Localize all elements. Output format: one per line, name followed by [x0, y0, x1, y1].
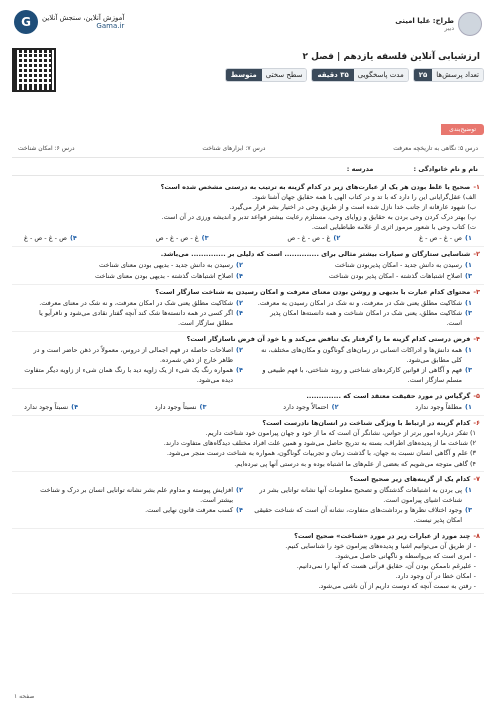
options-group — [16, 259, 480, 281]
qr-code-icon[interactable] — [12, 48, 56, 92]
option-text: ص - غ - ص - غ — [419, 234, 463, 243]
option-number: ۳) — [465, 366, 472, 374]
brand-block[interactable] — [14, 10, 124, 34]
question-text: گرگیاس در مورد حقیقت معتقد است که .............. — [306, 392, 471, 401]
question-text: صحیح یا غلط بودن هر یک از عبارت‌های زیر در کدام گزینه به ترتیب به درستی مشخص شده است؟ — [160, 183, 471, 191]
question-item — [12, 529, 484, 594]
question-text: فرض درستی کدام گزینه ما را گرفتار یک تناقض می‌کند و با خود آن فرض ناسازگار است؟ — [186, 334, 471, 343]
option-number: ۳) — [199, 403, 207, 412]
question-number: ۱- — [473, 183, 480, 191]
option-number: ۱) — [465, 261, 472, 270]
stat-label: سطح سختی — [262, 69, 307, 81]
lesson-label: درس ۷: ابزارهای شناخت — [202, 145, 266, 152]
question-line: - امری است که بی‌واسطه و ناگهانی حاصل می‌شود. — [335, 552, 476, 560]
option-number: ۲) — [236, 345, 243, 354]
question-text: چند مورد از عبارات زیر در مورد «شناخت» صحیح است؟ — [294, 531, 471, 540]
question-line: الف) عقل‌گرایانی این را دارد که با تد و در کتاب الهی با همه حقایق جهان آشنا شود. — [252, 193, 476, 202]
question-item — [12, 332, 484, 389]
option-text: همواره رنگ یک شیء از یک زاویه دید با رنگ همان شیء از زاویه دیگر متفاوت دیده می‌شود. — [24, 366, 234, 385]
question-title — [16, 249, 480, 259]
option-text: شکاکیت مطلق یعنی شک در امکان معرفت، و نه شک در معنای معرفت. — [39, 298, 234, 307]
question-line: - علیرغم ناممکن بودن آن، حقایق قرآنی هست که آنها را نمی‌دانیم. — [296, 562, 476, 571]
option-text: غ - ص - غ - ص — [287, 234, 331, 243]
exam-stats — [64, 68, 484, 82]
question-title — [16, 418, 480, 428]
answer-option[interactable] — [24, 345, 243, 365]
option-number: ۲) — [236, 485, 243, 494]
questions-list — [12, 180, 484, 686]
answer-option[interactable] — [24, 271, 243, 281]
answer-option[interactable] — [156, 233, 209, 243]
option-text: شکاکیت مطلق، یعنی شک در امکان شناخت و همه دانسته‌ها امکان پذیر است. — [270, 308, 463, 327]
question-text: محتوای کدام عبارت با بدیهی و روشن بودن معنای معرفت و امکان رسیدن به شناخت سازگار است؟ — [155, 287, 471, 296]
avatar — [458, 12, 482, 36]
answer-option[interactable] — [24, 308, 243, 328]
option-text: ص - غ - ص - غ — [24, 234, 67, 243]
option-text: اصلاح اشتباهات گذشته - امکان پذیر بودن شناخت — [328, 271, 463, 280]
option-text: افزایش پیوسته و مداوم علم بشر نشانه توانایی انسان بر درک و شناخت بیشتر است. — [40, 485, 234, 504]
question-title — [16, 334, 480, 344]
question-item — [12, 247, 484, 284]
option-text: پی بردن به اشتباهات گذشتگان و تصحیح معلومات آنها نشانه توانایی بشر در شناخت اشیای پیرامون است. — [259, 485, 463, 504]
option-number: ۳) — [465, 505, 472, 514]
section-badge: توضیح‌بندی — [441, 124, 484, 135]
options-group — [16, 232, 480, 244]
student-name-label: نام و نام خانوادگی : — [413, 164, 478, 173]
question-line: ۲) شناخت ما از پدیده‌های اطراف، بسته به تدریج حاصل می‌شود و همین علت افراد مختلف دیدگاه‌های متفاوت دارند. — [163, 439, 476, 448]
exam-info — [12, 48, 484, 96]
question-line: - از طریق آن می‌توانیم اشیا و پدیده‌های پیرامون خود را شناسایی کنیم. — [285, 541, 476, 550]
question-number: ۴- — [473, 334, 480, 343]
option-number: ۱) — [465, 298, 472, 307]
question-number: ۶- — [473, 419, 480, 428]
school-label: مدرسه : — [346, 164, 374, 173]
option-text: احتمالاً وجود دارد — [283, 403, 329, 412]
answer-option[interactable] — [24, 485, 243, 505]
option-text: اصلاحات حاصله در فهم اجمالی از دروس، معمولاً در ذهن حاضر است و در ظاهر خارج از ذهن شمرده. — [33, 345, 234, 364]
question-line: ۳) علم و آگاهی انسان نسبت به جهان، با گذشت زمان و تجربیات گوناگون، همواره به شناخت درست منجر می‌شود. — [166, 449, 476, 458]
option-number: ۲) — [236, 298, 243, 307]
exam-title: ارزشیابی آنلاین فلسفه یازدهم | فصل ۲ — [302, 52, 480, 62]
answer-option[interactable] — [24, 365, 243, 385]
question-line: ۴) گاهی متوجه می‌شویم که بعضی از علم‌های ما اشتباه بوده و به درستی آنها پی نبرده‌ایم. — [234, 459, 476, 468]
option-number: ۳) — [465, 308, 472, 317]
option-number: ۴) — [236, 308, 243, 317]
option-text: کسب معرفت قانون نهایی است. — [145, 505, 234, 514]
options-group — [16, 401, 480, 413]
brand-site[interactable]: Gama.ir — [96, 22, 125, 30]
question-item — [12, 472, 484, 529]
stat-question-count — [413, 68, 484, 82]
answer-option[interactable] — [253, 271, 472, 281]
student-info-row — [12, 162, 484, 176]
lesson-label: درس ۶: امکان شناخت — [18, 145, 75, 152]
gama-logo-icon: G — [14, 10, 38, 34]
option-number: ۴) — [71, 403, 79, 412]
answer-option[interactable] — [24, 298, 243, 308]
question-line: پ) بهتر درک کردن وحی بردن به حقایق و زوایای وحی، مستلزم رعایت بیشتر قواعد تدبر و اندیشه ورزی در آن است. — [161, 213, 476, 222]
question-line: - رفتن به سمت آنچه که دوست داریم از آن ناشی می‌شود. — [318, 582, 476, 591]
brand-name: آموزش آنلاین، سنجش آنلاین — [42, 14, 125, 22]
question-item — [12, 180, 484, 247]
option-text: نسبتاً وجود ندارد — [24, 403, 69, 412]
option-number: ۴) — [236, 271, 243, 280]
question-text: شناسایی ستارگان و سیارات بیشتر مثالی برای .............. است که دلیلی بر .............. می‌باشد. — [160, 250, 471, 259]
answer-option[interactable] — [253, 298, 472, 308]
question-number: ۵- — [473, 392, 480, 401]
answer-option[interactable] — [287, 233, 340, 243]
question-text: کدام گزینه در ارتباط با ویژگی شناخت در انسان‌ها نادرست است؟ — [262, 419, 471, 428]
option-number: ۲) — [331, 403, 339, 412]
option-text: وجود اختلاف نظرها و برداشت‌های متفاوت، نشانه آن است که شناخت حقیقی امکان پذیر نیست. — [254, 505, 463, 524]
option-number: ۱) — [465, 485, 472, 494]
option-number: ۳) — [201, 234, 209, 243]
option-text: رسیدن به دانش جدید - بدیهی بودن معنای شناخت — [98, 261, 234, 270]
lesson-label: درس ۵: نگاهی به تاریخچه معرفت — [393, 145, 478, 152]
stat-label: مدت پاسخگویی — [354, 69, 408, 81]
question-text: کدام یک از گزینه‌های زیر صحیح است؟ — [349, 474, 471, 483]
answer-option[interactable] — [253, 485, 472, 505]
option-text: همه دانش‌ها و ادراکات انسانی در زمان‌های گوناگون و مکان‌های مختلف، نه کلی مطابق می‌شود. — [261, 345, 463, 364]
answer-option[interactable] — [24, 233, 77, 243]
answer-option[interactable] — [253, 260, 472, 270]
answer-option[interactable] — [283, 402, 338, 412]
options-group — [16, 484, 480, 526]
question-title — [16, 531, 480, 541]
page-number: صفحه ۱ — [14, 693, 35, 700]
stat-value: ۳۵ دقیقه — [312, 69, 353, 81]
header — [14, 10, 482, 44]
options-group — [16, 297, 480, 329]
question-item — [12, 389, 484, 416]
option-number: ۱) — [465, 234, 472, 243]
question-number: ۳- — [473, 287, 480, 296]
answer-option[interactable] — [253, 365, 472, 385]
answer-option[interactable] — [253, 308, 472, 328]
question-number: ۷- — [473, 474, 480, 483]
designer-block — [395, 12, 482, 36]
stat-label: تعداد پرسش‌ها — [432, 69, 483, 81]
option-text: رسیدن به دانش جدید - امکان پذیربودن شناخت — [334, 261, 463, 270]
question-line: ت) کتاب وحی با شعور مرموز اثری از علامه طباطبایی است. — [311, 223, 476, 232]
option-text: نسبتاً وجود دارد — [154, 403, 197, 412]
option-text: فهم و آگاهی از قوانین کارکردهای شناختی و روند شناختی، با فهم طبیعی و مسلم سازگار است. — [262, 366, 463, 385]
question-title — [16, 474, 480, 484]
stat-value: متوسط — [226, 69, 262, 81]
answer-option[interactable] — [24, 260, 243, 270]
answer-option[interactable] — [253, 345, 472, 365]
option-number: ۳) — [465, 271, 472, 280]
stat-value: ۲۵ — [414, 69, 433, 81]
question-title — [16, 391, 480, 401]
option-number: ۱) — [465, 345, 472, 354]
option-text: اگر کسی در همه دانسته‌ها شک کند آنچه گفتار نقادی می‌شود و نافرآیو یا مطلق سازگار است. — [38, 308, 234, 327]
answer-option[interactable] — [24, 505, 243, 525]
question-line: ۱) تفکر درباره امور برتر از حواس، نشانگر آن است که ما از خود و جهان پیرامون خود شناخت داریم. — [205, 429, 476, 438]
option-text: شکاکیت مطلق یعنی شک در معرفت، و نه شک در امکان رسیدن به معرفت. — [257, 298, 463, 307]
question-title — [16, 182, 480, 192]
designer-role: دبیر — [444, 24, 454, 32]
question-line: ب) شهود عارفانه از جانب خدا نازل شده است و از طریق وحی در اختیار بشر قرار می‌گیرد. — [229, 203, 476, 212]
option-number: ۴) — [69, 234, 77, 243]
question-title — [16, 287, 480, 297]
answer-option[interactable] — [253, 505, 472, 525]
option-text: اصلاح اشتباهات گذشته - بدیهی بودن معنای شناخت — [95, 271, 234, 280]
option-text: مطلقاً وجود ندارد — [415, 403, 463, 412]
answer-option[interactable] — [24, 402, 78, 412]
option-number: ۲) — [236, 261, 243, 270]
question-line: - امکان خطا در آن وجود دارد. — [395, 572, 476, 581]
stat-duration — [311, 68, 408, 82]
options-group — [16, 344, 480, 386]
option-number: ۴) — [236, 366, 243, 374]
stat-difficulty — [225, 68, 308, 82]
answer-option[interactable] — [419, 233, 472, 243]
option-number: ۴) — [236, 505, 243, 514]
option-number: ۱) — [465, 403, 472, 412]
option-text: غ - ص - غ - ص — [155, 234, 199, 243]
option-number: ۲) — [333, 234, 341, 243]
question-item — [12, 416, 484, 471]
question-number: ۸- — [473, 531, 480, 540]
lessons-row — [12, 140, 484, 158]
question-number: ۲- — [473, 250, 480, 259]
answer-option[interactable] — [155, 402, 207, 412]
answer-option[interactable] — [415, 402, 472, 412]
question-item — [12, 285, 484, 332]
designer-name: طراح: علیا امینی — [395, 16, 454, 25]
